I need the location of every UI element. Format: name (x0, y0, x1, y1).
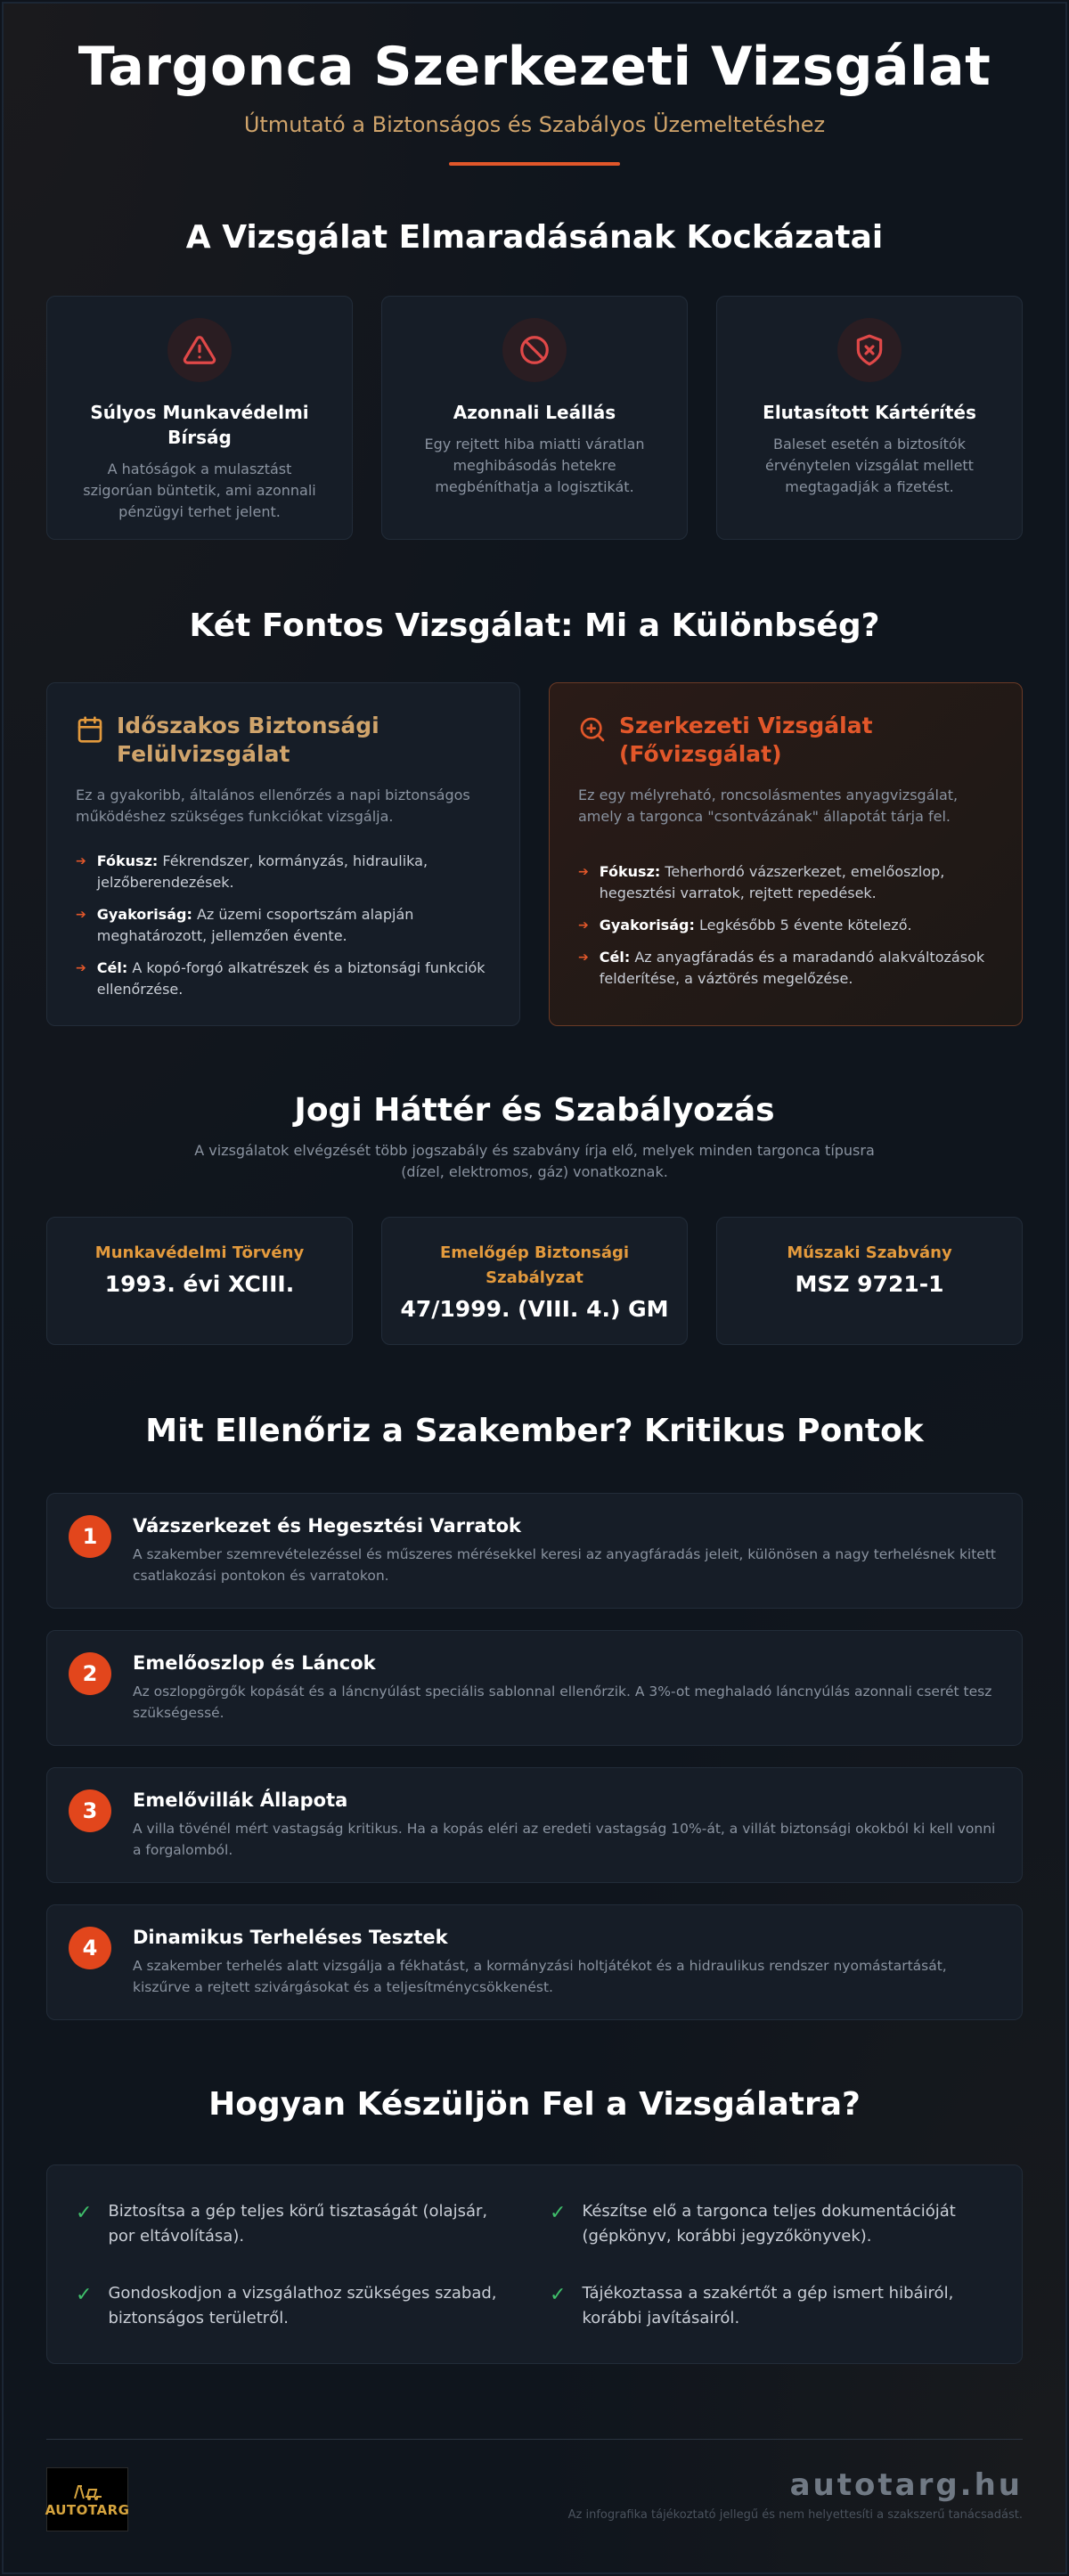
periodic-inspection-card (46, 682, 520, 1026)
list-item (578, 861, 993, 904)
point-list (76, 851, 491, 1000)
point-text: Az üzemi csoportszám alapján meghatározott, jellemzően évente. (96, 906, 414, 944)
warning-triangle-icon (167, 318, 232, 382)
card-description: Ez egy mélyreható, roncsolásmentes anyagvizsgálat, amely a targonca "csontvázának" állapotát tárja fel. (578, 787, 959, 825)
arrow-right-icon: ➔ (76, 908, 86, 922)
point-text: Az anyagfáradás és a maradandó alakváltozások felderítése, a váztörés megelőzése. (599, 949, 985, 987)
prep-box (46, 2164, 1023, 2364)
prep-item (550, 2199, 977, 2249)
list-item (76, 958, 491, 1000)
step-number: 3 (69, 1789, 111, 1832)
step-title: Vázszerkezet és Hegesztési Varratok (133, 1515, 522, 1537)
autotarg-logo (46, 2467, 128, 2531)
risk-text: Baleset esetén a biztosítók érvénytelen vizsgálat mellett megtagadják a fizetést. (765, 436, 974, 495)
arrow-right-icon: ➔ (578, 918, 589, 933)
point-label: Gyakoriság: (96, 906, 192, 923)
point-list (578, 861, 993, 990)
step-title: Emelőoszlop és Láncok (133, 1652, 376, 1674)
ban-icon (502, 318, 567, 382)
check-item (46, 1493, 1023, 1609)
arrow-right-icon: ➔ (578, 950, 589, 965)
step-number: 4 (69, 1927, 111, 1969)
step-text: A szakember terhelés alatt vizsgálja a fékhatást, a kormányzási holtjátékot és a hidraulikus rendszer nyomástartását, kiszűrve a rejtett szivárgásokat és a teljesítménycsökkenést. (133, 1958, 947, 1995)
check-item (46, 1767, 1023, 1883)
risk-title: Súlyos Munkavédelmi Bírság (90, 402, 309, 448)
check-icon: ✓ (550, 2202, 567, 2224)
point-label: Gyakoriság: (599, 917, 695, 933)
law-label: Munkavédelmi Törvény (94, 1243, 305, 1262)
legal-description: A vizsgálatok elvégzését több jogszabály és szabvány írja elő, melyek minden targonca típusra (dízel, elektromos, gáz) vonatkoznak. (194, 1142, 875, 1180)
step-text: A villa tövénél mért vastagság kritikus. Ha a kopás eléri az eredeti vastagság 10%-át, a villát biztonsági okokból ki kell vonni a forgalomból. (133, 1821, 996, 1858)
list-item (76, 851, 491, 893)
zoom-in-icon (578, 715, 607, 744)
law-label: Emelőgép Biztonsági Szabályzat (439, 1243, 630, 1287)
point-label: Fókusz: (599, 863, 661, 880)
step-title: Emelővillák Állapota (133, 1789, 348, 1811)
step-text: A szakember szemrevételezéssel és műszeres mérésekkel keresi az anyagfáradás jeleit, különösen a nagy terhelésnek kitett csatlakozási pontokon és varratokon. (133, 1546, 996, 1584)
step-number: 1 (69, 1515, 111, 1558)
prep-item (76, 2281, 503, 2331)
card-title: Időszakos Biztonsági Felülvizsgálat (117, 713, 379, 767)
prep-text: Készítse elő a targonca teljes dokumentációját (gépkönyv, korábbi jegyzőkönyvek). (582, 2202, 956, 2246)
point-label: Cél: (96, 959, 128, 976)
card-title: Szerkezeti Vizsgálat (Fővizsgálat) (619, 713, 873, 767)
prep-text: Biztosítsa a gép teljes körű tisztaságát (olajsár, por eltávolítása). (108, 2202, 488, 2246)
page-subtitle: Útmutató a Biztonságos és Szabályos Üzemeltetéshez (243, 112, 826, 137)
step-title: Dinamikus Terheléses Tesztek (133, 1927, 448, 1948)
risks-title: A Vizsgálat Elmaradásának Kockázatai (185, 219, 884, 256)
arrow-right-icon: ➔ (76, 961, 86, 975)
footer-divider (46, 2439, 1023, 2440)
card-description: Ez a gyakoribb, általános ellenőrzés a napi biztonságos működéshez szükséges funkciókat vizsgálja. (76, 787, 470, 825)
list-item (76, 904, 491, 947)
check-icon: ✓ (76, 2284, 93, 2306)
point-text: A kopó-forgó alkatrészek és a biztonsági funkciók ellenőrzése. (96, 959, 486, 998)
risk-card (46, 296, 353, 540)
risk-card (381, 296, 688, 540)
forklift-logo-icon (69, 2481, 105, 2502)
law-card (716, 1217, 1023, 1345)
calendar-icon (76, 715, 104, 744)
compare-title: Két Fontos Vizsgálat: Mi a Különbség? (189, 607, 880, 644)
point-label: Fókusz: (96, 852, 159, 869)
risk-title: Elutasított Kártérítés (763, 402, 976, 423)
check-item (46, 1630, 1023, 1746)
disclaimer: Az infografika tájékoztató jellegű és nem helyettesíti a szakszerű tanácsadást. (567, 2508, 1023, 2522)
brand-name[interactable]: autotarg.hu (789, 2467, 1023, 2503)
legal-title: Jogi Háttér és Szabályozás (294, 1092, 775, 1129)
point-text: Teherhordó vázszerkezet, emelőoszlop, hegesztési varratok, rejtett repedések. (599, 863, 945, 901)
page-title: Targonca Szerkezeti Vizsgálat (78, 36, 991, 98)
list-item (578, 915, 993, 936)
title-divider (449, 162, 620, 166)
risk-text: A hatóságok a mulasztást szigorúan büntetik, ami azonnali pénzügyi terhet jelent. (83, 461, 316, 520)
structural-inspection-card (549, 682, 1023, 1026)
step-number: 2 (69, 1652, 111, 1695)
risk-text: Egy rejtett hiba miatti váratlan meghibásodás hetekre megbéníthatja a logisztikát. (424, 436, 645, 495)
prep-title: Hogyan Készüljön Fel a Vizsgálatra? (208, 2086, 861, 2123)
checks-title: Mit Ellenőriz a Szakember? Kritikus Pontok (145, 1413, 924, 1449)
list-item (578, 947, 993, 990)
law-card (46, 1217, 353, 1345)
prep-text: Tájékoztassa a szakértőt a gép ismert hibáiról, korábbi javításairól. (582, 2284, 954, 2327)
point-text: Legkésőbb 5 évente kötelező. (698, 917, 912, 933)
logo-text: AUTOTARG (45, 2502, 130, 2518)
law-value: MSZ 9721-1 (795, 1271, 944, 1297)
point-text: Fékrendszer, kormányzás, hidraulika, jelzőberendezések. (96, 852, 428, 891)
law-card (381, 1217, 688, 1345)
prep-text: Gondoskodjon a vizsgálathoz szükséges szabad, biztonságos területről. (108, 2284, 497, 2327)
arrow-right-icon: ➔ (578, 865, 589, 879)
prep-item (76, 2199, 503, 2249)
step-text: Az oszlopgörgők kopását és a láncnyúlást speciális sablonnal ellenőrzik. A 3%-ot meghaladó láncnyúlás azonnali cserét tesz szükségessé. (133, 1683, 992, 1721)
check-icon: ✓ (550, 2284, 567, 2306)
law-value: 1993. évi XCIII. (104, 1271, 295, 1297)
check-icon: ✓ (76, 2202, 93, 2224)
arrow-right-icon: ➔ (76, 854, 86, 868)
risk-card (716, 296, 1023, 540)
law-label: Műszaki Szabvány (787, 1243, 952, 1262)
law-value: 47/1999. (VIII. 4.) GM (400, 1296, 669, 1322)
check-item (46, 1904, 1023, 2020)
point-label: Cél: (599, 949, 631, 966)
prep-item (550, 2281, 977, 2331)
risk-title: Azonnali Leállás (453, 402, 616, 423)
shield-x-icon (837, 318, 902, 382)
